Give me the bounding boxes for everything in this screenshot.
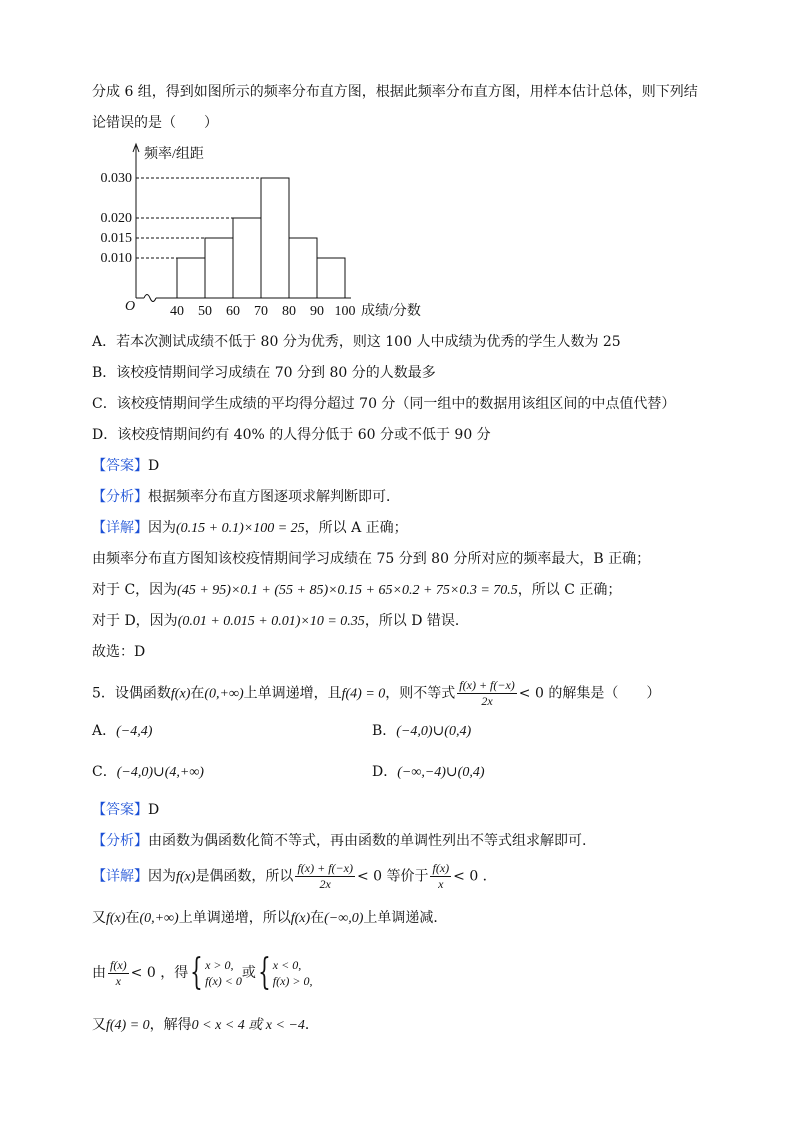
detail-text: 因为 xyxy=(148,868,176,885)
q5-answer xyxy=(92,800,159,820)
analysis-tag: 【分析】 xyxy=(92,489,148,505)
formula: 0 < x < 4 或 x < −4 xyxy=(191,1018,305,1033)
q5-detail-4 xyxy=(92,1015,319,1036)
q5-analysis xyxy=(92,831,586,851)
fraction-denominator: 2x xyxy=(481,694,493,708)
q4-answer xyxy=(92,456,159,476)
analysis-text: 根据频率分布直方图逐项求解判断即可． xyxy=(148,489,400,505)
left-brace: { xyxy=(258,952,271,993)
system-row: x > 0, xyxy=(205,958,234,972)
formula: f(4) = 0 xyxy=(106,1018,150,1033)
detail-text: 对于 C，因为 xyxy=(92,582,178,598)
q4-detail-1 xyxy=(92,518,408,539)
detail-text: 由 xyxy=(92,965,106,981)
q4-detail-4 xyxy=(92,611,469,632)
q4-option-a: A．若本次测试成绩不低于 80 分为优秀，则这 100 人中成绩为优秀的学生人数为 25 xyxy=(92,334,621,350)
y-tick-label: 0.015 xyxy=(100,231,132,246)
x-tick-label: 80 xyxy=(282,304,296,319)
system-row: f(x) > 0, xyxy=(272,974,313,988)
fraction xyxy=(108,958,129,989)
formula: (0.01 + 0.015 + 0.01)×10 = 0.35 xyxy=(177,614,365,629)
x-axis-label: 成绩/分数 xyxy=(361,304,421,319)
option-value: (−∞,−4)∪(0,4) xyxy=(397,765,485,780)
formula: (−∞,0) xyxy=(324,911,364,926)
q5-option-c xyxy=(92,762,204,783)
histogram-bar xyxy=(289,238,317,298)
origin-label: O xyxy=(125,299,136,314)
detail-text: 又 xyxy=(92,910,106,926)
option-label: D． xyxy=(372,764,398,780)
detail-text: ，所以 A 正确； xyxy=(304,520,408,536)
x-tick-label: 40 xyxy=(170,304,184,319)
q5-detail-3 xyxy=(92,952,313,993)
q4-option-c: C．该校疫情期间学生成绩的平均得分超过 70 分（同一组中的数据用该组区间的中点值代替） xyxy=(92,396,676,412)
formula: f(x) xyxy=(106,911,126,926)
y-axis-label: 频率/组距 xyxy=(144,147,204,162)
formula: (45 + 95)×0.1 + (55 + 85)×0.15 + 65×0.2 + 75×0.3 = 70.5 xyxy=(177,583,518,598)
detail-text: 在 xyxy=(310,910,325,926)
q5-option-b xyxy=(372,721,471,742)
fraction xyxy=(295,861,355,892)
question-stem-line2: 论错误的是（ ） xyxy=(92,115,218,131)
detail-text: 在 xyxy=(125,910,140,926)
q5-option-d xyxy=(372,762,485,783)
answer-tag: 【答案】 xyxy=(92,802,148,818)
q4-analysis xyxy=(92,487,400,507)
y-tick-label: 0.030 xyxy=(100,171,132,186)
detail-text: 或 xyxy=(241,965,256,981)
option-value: (−4,0)∪(0,4) xyxy=(396,724,472,739)
stem-text: 在 xyxy=(190,685,205,702)
detail-text: < 0 ，得 xyxy=(130,965,189,981)
x-tick-label: 60 xyxy=(226,304,240,319)
inequality-fraction xyxy=(457,678,517,709)
inequality-system xyxy=(205,957,242,989)
fraction-numerator: f(x) xyxy=(432,861,450,875)
fraction-numerator: f(x) xyxy=(110,957,127,972)
axis-break-mark xyxy=(144,295,156,302)
option-value: (−4,0)∪(4,+∞) xyxy=(116,765,204,780)
stem-text: 上单调递增，且 xyxy=(243,685,342,702)
detail-text: 是偶函数，所以 xyxy=(195,868,294,885)
q4-option-b: B．该校疫情期间学习成绩在 70 分到 80 分的人数最多 xyxy=(92,365,436,381)
answer-value: D xyxy=(148,802,160,818)
option-label: C． xyxy=(92,764,117,780)
question-stem-line1: 分成 6 组，得到如图所示的频率分布直方图，根据此频率分布直方图，用样本估计总体，则下列结 xyxy=(92,84,698,100)
detail-text: 上单调递增，所以 xyxy=(178,910,291,926)
stem-text: ，则不等式 xyxy=(385,685,456,702)
detail-text: < 0 ． xyxy=(453,868,497,885)
x-tick-label: 70 xyxy=(254,304,268,319)
y-tick-label: 0.020 xyxy=(100,211,132,226)
x-tick-label: 50 xyxy=(198,304,212,319)
formula: (0,+∞) xyxy=(204,686,244,702)
answer-tag: 【答案】 xyxy=(92,458,148,474)
q4-option-d: D．该校疫情期间约有 40% 的人得分低于 60 分或不低于 90 分 xyxy=(92,427,491,443)
option-value: (−4,4) xyxy=(116,724,153,739)
histogram-bar xyxy=(233,218,261,298)
q5-option-a xyxy=(92,721,152,742)
q4-detail-2: 由频率分布直方图知该校疫情期间学习成绩在 75 分到 80 分所对应的频率最大，B 正确； xyxy=(92,551,651,567)
system-row: x < 0, xyxy=(272,958,302,972)
inequality-system xyxy=(273,957,313,989)
detail-text: 对于 D，因为 xyxy=(92,613,178,629)
system-row: f(x) < 0 xyxy=(205,974,242,988)
option-label: B． xyxy=(372,723,397,739)
left-brace: { xyxy=(190,952,203,993)
stem-text: 5．设偶函数 xyxy=(92,685,171,702)
detail-text: < 0 等价于 xyxy=(356,868,429,885)
histogram-bar xyxy=(205,238,233,298)
detail-text: 又 xyxy=(92,1017,106,1033)
detail-text: ． xyxy=(304,1017,319,1033)
histogram-bar xyxy=(177,258,205,298)
y-tick-label: 0.010 xyxy=(100,251,132,266)
fraction-denominator: x xyxy=(115,973,121,988)
fraction-numerator: f(x) + f(−x) xyxy=(297,861,353,875)
q4-final-choice: 故选：D xyxy=(92,644,146,660)
histogram-bar xyxy=(317,258,345,298)
formula: f(4) = 0 xyxy=(341,686,386,702)
q5-detail-2 xyxy=(92,908,447,929)
detail-tag: 【详解】 xyxy=(92,868,148,885)
q4-detail-3 xyxy=(92,580,621,601)
fraction-numerator: f(x) + f(−x) xyxy=(459,678,515,692)
detail-text: 上单调递减． xyxy=(363,910,448,926)
frequency-histogram xyxy=(100,138,460,322)
fraction-denominator: 2x xyxy=(319,877,331,891)
x-tick-label: 90 xyxy=(310,304,324,319)
detail-tag: 【详解】 xyxy=(92,520,148,536)
formula: f(x) xyxy=(290,911,311,926)
answer-value: D xyxy=(148,458,160,474)
x-tick-label: 100 xyxy=(334,304,356,319)
option-label: A． xyxy=(92,723,117,739)
histogram-bar xyxy=(261,178,289,298)
fraction xyxy=(430,861,451,892)
formula: (0,+∞) xyxy=(139,911,179,926)
detail-text: ，所以 C 正确； xyxy=(517,582,622,598)
formula: (0.15 + 0.1)×100 = 25 xyxy=(176,521,305,536)
q5-stem xyxy=(92,678,660,709)
formula: f(x) xyxy=(176,869,196,885)
stem-text: < 0 的解集是（ ） xyxy=(518,685,661,702)
detail-text: ，解得 xyxy=(149,1017,192,1033)
analysis-tag: 【分析】 xyxy=(92,833,148,849)
fraction-denominator: x xyxy=(438,877,444,891)
q5-detail-1 xyxy=(92,861,497,892)
detail-text: 因为 xyxy=(148,520,176,536)
analysis-text: 由函数为偶函数化简不等式，再由函数的单调性列出不等式组求解即可. xyxy=(148,833,587,849)
detail-text: ，所以 D 错误． xyxy=(364,613,469,629)
formula: f(x) xyxy=(170,686,191,702)
